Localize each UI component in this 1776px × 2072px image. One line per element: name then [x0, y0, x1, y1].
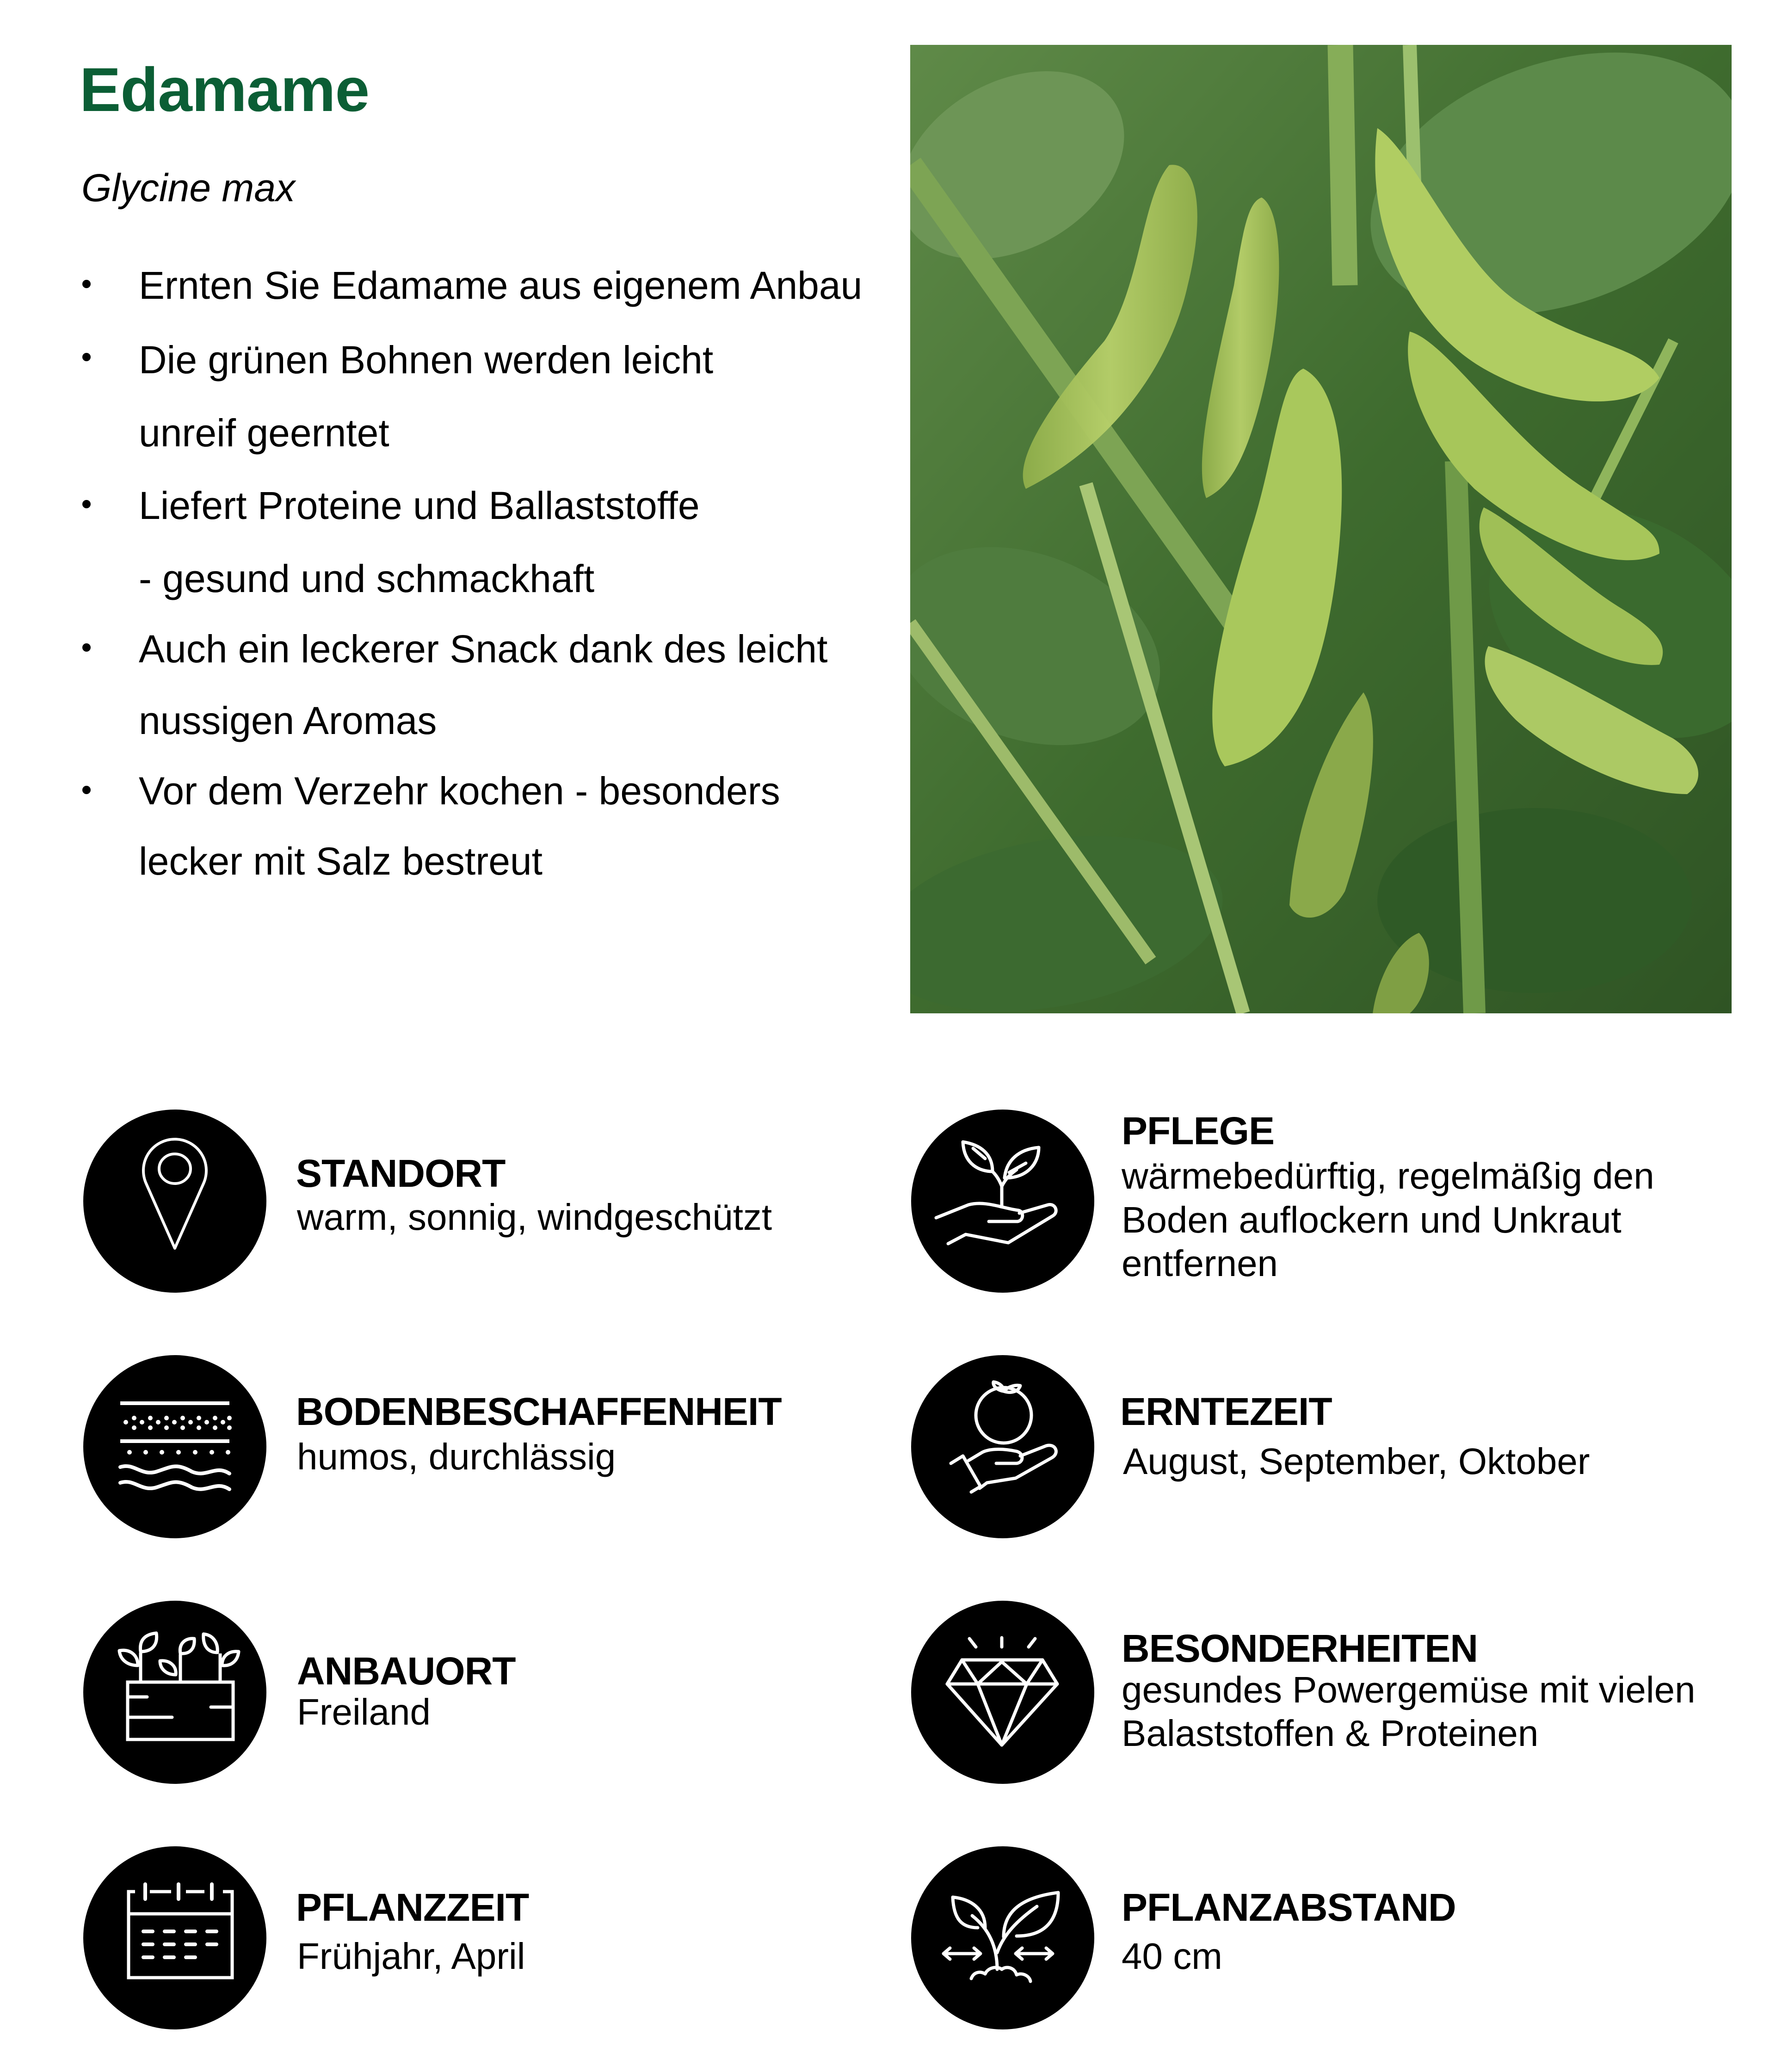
- list-item: Die grünen Bohnen werden leicht: [139, 338, 714, 382]
- calendar-icon-graphic: [83, 1846, 266, 2029]
- bullet-icon: [82, 280, 91, 288]
- calendar-icon: [83, 1846, 266, 2029]
- standort-value: warm, sonnig, windgeschützt: [297, 1196, 772, 1238]
- plant-bed-icon-graphic: [83, 1601, 266, 1784]
- standort-label: STANDORT: [296, 1152, 506, 1195]
- seedling-hand-icon-graphic: [911, 1110, 1094, 1293]
- pflege-value-line-1: wärmebedürftig, regelmäßig den: [1122, 1155, 1654, 1196]
- bodenbeschaffenheit-value: humos, durchlässig: [297, 1436, 616, 1477]
- list-item-continuation: lecker mit Salz bestreut: [139, 839, 543, 883]
- location-pin-icon: [83, 1110, 266, 1293]
- diamond-icon: [911, 1601, 1094, 1784]
- anbauort-label: ANBAUORT: [297, 1649, 516, 1693]
- besonderheiten-value-line-2: Balaststoffen & Proteinen: [1122, 1713, 1539, 1754]
- soil-layers-icon-graphic: [83, 1355, 266, 1538]
- bullet-icon: [82, 643, 91, 652]
- location-pin-icon-graphic: [83, 1110, 266, 1293]
- pflanzabstand-value: 40 cm: [1122, 1936, 1222, 1977]
- bullet-icon: [82, 353, 91, 361]
- plant-spacing-icon: [911, 1846, 1094, 2029]
- pflanzzeit-value: Frühjahr, April: [297, 1936, 525, 1977]
- soil-layers-icon: [83, 1355, 266, 1538]
- besonderheiten-value-line-1: gesundes Powergemüse mit vielen: [1122, 1669, 1696, 1710]
- page-title: Edamame: [80, 56, 370, 124]
- bullet-icon: [82, 500, 91, 508]
- list-item: Vor dem Verzehr kochen - besonders: [139, 769, 780, 813]
- plant-spacing-icon-graphic: [911, 1846, 1094, 2029]
- diamond-icon-graphic: [911, 1601, 1094, 1784]
- edamame-plant-image: [910, 45, 1732, 1013]
- plant-bed-icon: [83, 1601, 266, 1784]
- anbauort-value: Freiland: [297, 1691, 431, 1733]
- list-item-continuation: unreif geerntet: [139, 411, 389, 455]
- seedling-hand-icon: [911, 1110, 1094, 1293]
- fruit-hand-icon: [911, 1355, 1094, 1538]
- list-item-continuation: nussigen Aromas: [139, 699, 437, 742]
- erntezeit-label: ERNTEZEIT: [1120, 1390, 1332, 1433]
- list-item: Ernten Sie Edamame aus eigenem Anbau: [139, 264, 863, 307]
- pflege-value-line-2: Boden auflockern und Unkraut: [1122, 1199, 1622, 1240]
- list-item: Auch ein leckerer Snack dank des leicht: [139, 627, 828, 671]
- pflege-label: PFLEGE: [1122, 1109, 1275, 1153]
- list-item: Liefert Proteine und Ballaststoffe: [139, 484, 700, 527]
- bullet-icon: [82, 786, 91, 794]
- pflanzzeit-label: PFLANZZEIT: [296, 1886, 529, 1929]
- edamame-photo: [910, 45, 1732, 1013]
- fruit-hand-icon-graphic: [911, 1355, 1094, 1538]
- list-item-continuation: - gesund und schmackhaft: [139, 557, 595, 600]
- besonderheiten-label: BESONDERHEITEN: [1122, 1627, 1478, 1670]
- pflanzabstand-label: PFLANZABSTAND: [1122, 1886, 1456, 1929]
- erntezeit-value: August, September, Oktober: [1123, 1441, 1590, 1482]
- pflege-value-line-3: entfernen: [1122, 1243, 1278, 1284]
- bodenbeschaffenheit-label: BODENBESCHAFFENHEIT: [296, 1390, 782, 1433]
- botanical-name: Glycine max: [81, 166, 296, 210]
